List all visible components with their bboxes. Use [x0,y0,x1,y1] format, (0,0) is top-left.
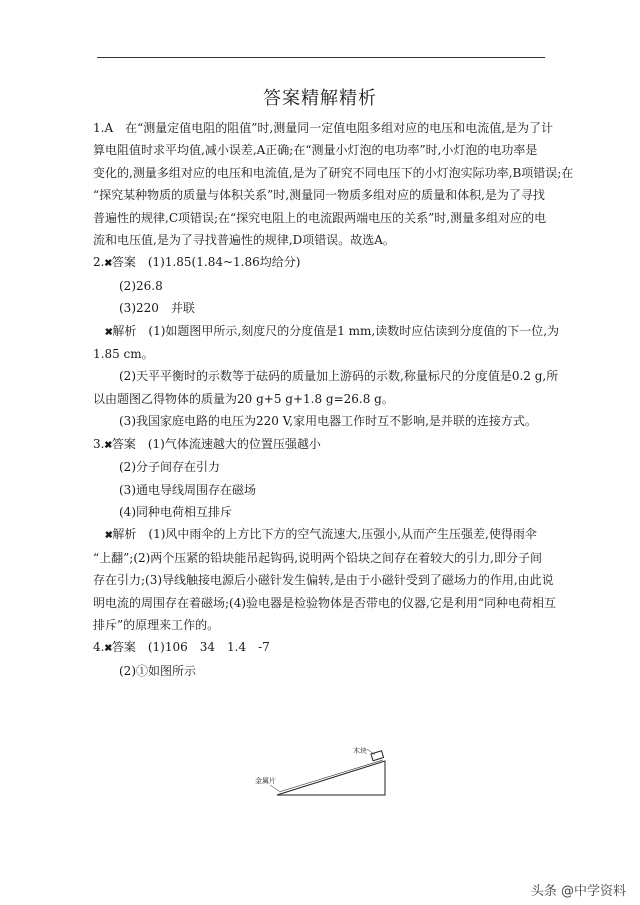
text-line: 普遍性的规律,C项错误;在“探究电阻上的电流跟两端电压的关系”时,测量多组对应的电 [93,210,547,225]
answer-mark-icon: 🞭 [104,437,112,451]
text-line: “探究某种物质的质量与体积关系”时,测量同一物质多组对应的质量和体积,是为了寻找 [93,188,545,203]
text-line: 明电流的周围存在着磁场;(4)验电器是检验物体是否带电的仪器,它是利用“同种电荷相互 [93,595,556,610]
text-line: “上翻”;(2)两个压紧的铅块能吊起钩码,说明两个铅块之间存在着较大的引力,即分子间 [93,550,542,565]
incline-surface-line [279,760,383,792]
text-line: (3)通电导线周围存在磁场 [119,482,256,497]
question-number: 4. [93,640,105,655]
wood-block [371,751,384,761]
analysis-mark-icon: 🞭 [105,324,113,338]
question-3-analysis [93,523,563,546]
text-line: 以由题图乙得物体的质量为20 g+5 g+1.8 g=26.8 g。 [93,391,394,406]
question-4-answer [93,636,563,659]
text-line: 排斥”的原理来工作的。 [93,617,220,632]
text-line: 变化的,测量多组对应的电压和电流值,是为了研究不同电压下的小灯泡实际功率,B项错误;在 [93,165,574,180]
answer-mark-icon: 🞭 [104,641,112,655]
incline-ramp [277,761,385,795]
analysis-mark-icon: 🞭 [105,528,113,542]
answer-body [93,117,574,682]
text-line: 1.A 在“测量定值电阻的阻值”时,测量同一定值电阻多组对应的电压和电流值,是为了计 [93,121,554,135]
incline-diagram [255,745,400,805]
text-line: 算电阻值时求平均值,减小误差,A正确;在“测量小灯泡的电功率”时,小灯泡的电功率是 [93,143,538,158]
text-line: 解析 (1)如题图甲所示,刻度尺的分度值是1 mm,读数时应估读到分度值的下一位,为 [112,323,560,338]
text-line: 存在引力;(3)导线触接电源后小磁针发生偏转,是由于小磁针受到了磁场力的作用,由此说 [93,573,554,588]
text-line: (2)26.8 [119,278,163,293]
text-line: 答案 (1)1.85(1.84~1.86均给分) [111,255,301,270]
question-2-answer [93,251,563,274]
answer-mark-icon: 🞭 [104,256,112,270]
question-3-answer [93,433,563,456]
text-line: 1.85 cm。 [93,347,154,362]
text-line: (2)分子间存在引力 [119,460,220,475]
text-line: (3)我国家庭电路的电压为220 V,家用电器工作时互不影响,是并联的连接方式。 [119,414,537,429]
text-line: 答案 (1)气体流速越大的位置压强越小 [111,436,321,451]
question-number: 3. [93,436,105,451]
block-label: 木块 [353,747,367,755]
text-line: (2)天平平衡时的示数等于砝码的质量加上游码的示数,称量标尺的分度值是0.2 g,所 [119,369,559,384]
text-line: 答案 (1)106 34 1.4 -7 [111,640,270,655]
question-2-analysis [93,320,563,343]
plate-label-leader [270,785,279,791]
plate-label: 金属片 [255,777,276,785]
header-rule [97,57,545,58]
text-line: (2)①如图所示 [119,663,196,678]
text-line: 流和电压值,是为了寻找普遍性的规律,D项错误。故选A。 [93,233,395,248]
text-line: 解析 (1)风中雨伞的上方比下方的空气流速大,压强小,从而产生压强差,使得雨伞 [112,527,537,542]
watermark: 头条 @中学资料 [530,884,626,899]
text-line: (3)220 并联 [119,301,195,316]
text-line: (4)同种电荷相互排斥 [119,504,232,519]
page-title: 答案精解精析 [263,88,377,109]
question-number: 2. [93,255,105,270]
